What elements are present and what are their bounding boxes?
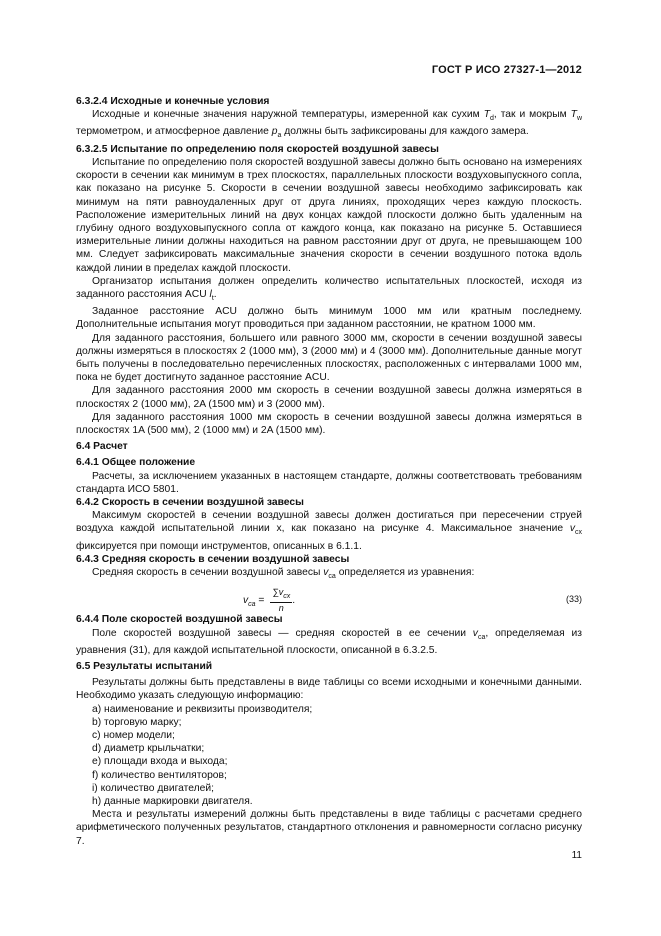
- list-item: c) номер модели;: [92, 730, 175, 742]
- section-6-3-2-5-paragraph-1: Испытание по определению поля скоростей воздушной завесы должно быть основано на измерениях скорости в сечении как минимум в трех плоскостях, параллельных плоскости воздуховыпускного сопла, как показано на рисунке 5. Скорости в сечении воздушной завесы необходимо зафиксировать как минимум на пяти равноудаленных друг от друга линиях, проходящих через каждую плоскость. Расположение измерительных линий на двух концах каждой плоскости должно быть удаленным на глубину одного воздуховыпускного сопла от каждого конца, как показано на рисунке 5. Оставшиеся измерительные линии должны находиться на равном расстоянии друг от друга, не превышающем 100 мм. Следует зафиксировать максимальные значения скорости в сечении воздушного потока вдоль каждой линии в пределах каждой плоскости.: [76, 156, 582, 274]
- equation-number: (33): [565, 594, 582, 605]
- list-item: a) наименование и реквизиты производителя;: [92, 703, 313, 715]
- list-item: f) количество вентиляторов;: [92, 769, 227, 781]
- section-6-3-2-4-paragraph: Исходные и конечные значения наружной температуры, измеренной как сухим $T_d$, так и мокрым $T_w$ термометром, и атмосферное давление $p_a$ должны быть зафиксированы для каждого замера.: [76, 109, 582, 140]
- page-number: 11: [571, 850, 582, 861]
- results-list: [76, 703, 582, 809]
- section-6-4-2-paragraph: Максимум скоростей в сечении воздушной завесы должен достигаться при пересечении струей воздуха каждой испытательной линии x, как показано на рисунке 4. Максимальное значение $v_{cx}$ фиксируется при помощи инструментов, описанных в 6.1.1.: [76, 510, 582, 552]
- document-header: ГОСТ Р ИСО 27327-1—2012: [431, 64, 582, 76]
- section-6-3-2-5-title: 6.3.2.5 Испытание по определению поля скоростей воздушной завесы: [76, 143, 439, 155]
- equation-fraction: $\frac{\sum v_{cx}}{n}$: [272, 587, 291, 614]
- section-6-4-4-paragraph: Поле скоростей воздушной завесы — средняя скоростей в ее сечении $v_{ca}$, определяемая из уравнения (31), для каждой испытательной плоскости, описанной в 6.3.2.5.: [76, 627, 582, 656]
- section-6-5-paragraph-1: Результаты должны быть представлены в виде таблицы со всеми исходными и конечными данными. Необходимо указать следующую информацию:: [76, 677, 582, 702]
- section-6-4-1-paragraph: Расчеты, за исключением указанных в настоящем стандарте, должны соответствовать требованиям стандарта ИСО 5801.: [76, 470, 582, 495]
- list-item: d) диаметр крыльчатки;: [92, 743, 205, 755]
- section-6-5-paragraph-2: Места и результаты измерений должны быть представлены в виде таблицы с расчетами среднего арифметического полученных результатов, стандартного отклонения и равномерности согласно рисунку 7.: [76, 809, 582, 847]
- equation-body: $v_{ca}$ = $\frac{\sum v_{cx}}{n}$ .: [243, 587, 296, 614]
- list-item: b) торговую марку;: [92, 716, 182, 728]
- section-6-3-2-5-paragraph-2: Организатор испытания должен определить количество испытательных плоскостей, исходя из заданного расстояния ACU $l_t$.: [76, 275, 582, 302]
- section-6-5-title: 6.5 Результаты испытаний: [76, 661, 213, 672]
- section-6-4-2-title: 6.4.2 Скорость в сечении воздушной завесы: [76, 497, 304, 509]
- section-6-3-2-4-title: 6.3.2.4 Исходные и конечные условия: [76, 96, 270, 107]
- section-6-4-1-title: 6.4.1 Общее положение: [76, 457, 196, 469]
- list-item: h) данные маркировки двигателя.: [92, 796, 253, 808]
- section-6-3-2-5-paragraph-4: Для заданного расстояния, большего или равного 3000 мм, скорости в сечении воздушной завесы должны измеряться в плоскостях 2 (1000 мм), 3 (2000 мм) и 4 (3000 мм). Дополнительные данные могут быть получены в последовательно перечисленных плоскостях, расположенных с интервалами 1000 мм, пока не будет достигнуто заданное расстояние ACU.: [76, 332, 582, 384]
- section-6-3-2-5-paragraph-3: Заданное расстояние ACU должно быть минимум 1000 мм или кратным последнему. Дополнительные испытания могут проводиться при заданном расстоянии, не кратном 1000 мм.: [76, 306, 582, 331]
- list-item: e) площади входа и выхода;: [92, 756, 228, 768]
- section-6-4-title: 6.4 Расчет: [76, 441, 128, 453]
- section-6-3-2-5-paragraph-5: Для заданного расстояния 2000 мм скорость в сечении воздушной завесы должна измеряться в плоскостях 2 (1000 мм), 2A (1500 мм) и 3 (2000 мм).: [76, 385, 582, 410]
- section-6-4-4-title: 6.4.4 Поле скоростей воздушной завесы: [76, 614, 283, 626]
- equation-33: [76, 583, 582, 613]
- section-6-3-2-5-paragraph-6: Для заданного расстояния 1000 мм скорость в сечении воздушной завесы должна измеряться в плоскостях 1A (500 мм), 2 (1000 мм) и 2A (1500 мм).: [76, 411, 582, 437]
- list-item: i) количество двигателей;: [92, 782, 214, 794]
- section-6-4-3-title: 6.4.3 Средняя скорость в сечении воздушной завесы: [76, 553, 350, 565]
- section-6-4-3-paragraph: Средняя скорость в сечении воздушной завесы $v_{ca}$ определяется из уравнения:: [92, 567, 475, 581]
- document-body: [76, 95, 582, 848]
